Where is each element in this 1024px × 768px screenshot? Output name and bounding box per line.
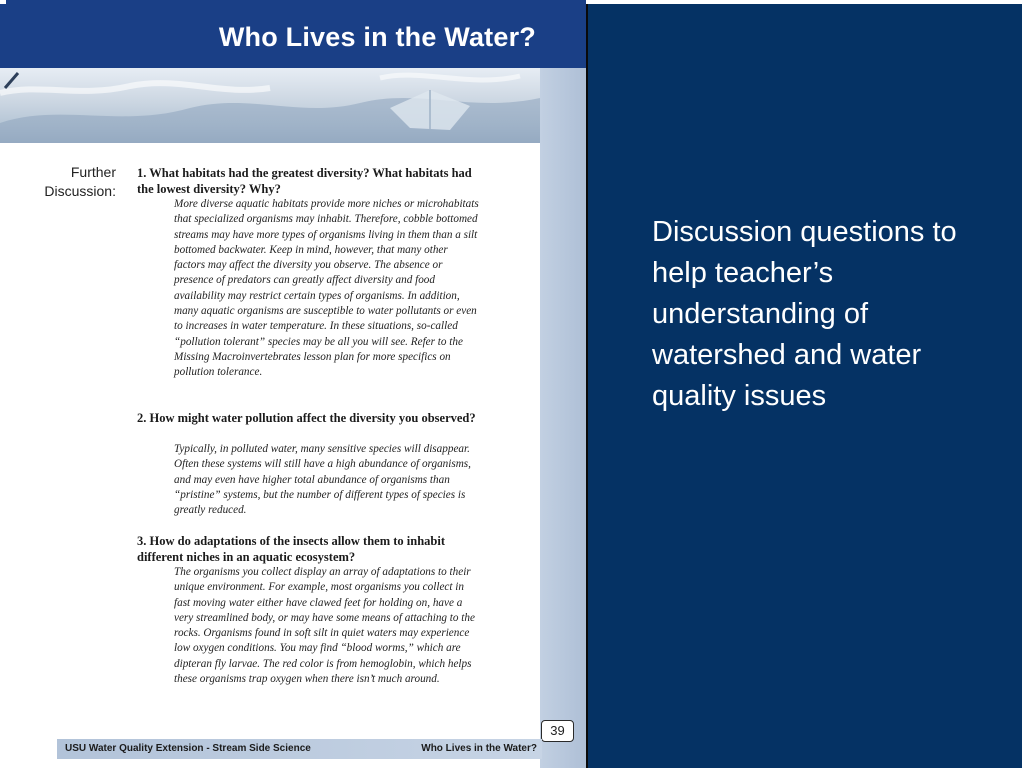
footer-left-text: USU Water Quality Extension - Stream Side Science	[65, 743, 311, 754]
document-title: Who Lives in the Water?	[218, 22, 536, 52]
question-1: 1. What habitats had the greatest diversity? What habitats had the lowest diversity? Why?	[137, 166, 472, 196]
water-banner-image	[0, 68, 540, 143]
panel-description: Discussion questions to help teacher’s understanding of watershed and water quality issues	[652, 216, 957, 412]
further-discussion-label: Further Discussion:	[44, 164, 116, 199]
answer-2: Typically, in polluted water, many sensitive species will disappear. Often these systems will still have a high abundance of organisms, and may even have higher total abundance of organisms than “pristine” systems, but the number of different types of species is greatly reduced.	[174, 443, 471, 517]
water-splash-illustration	[0, 68, 540, 143]
page-number: 39	[541, 720, 574, 742]
footer-right-text: Who Lives in the Water?	[421, 743, 537, 754]
page-side-rail	[540, 68, 586, 768]
description-panel	[586, 4, 1022, 768]
answer-3: The organisms you collect display an array of adaptations to their unique environment. For example, most organisms you collect in fast moving water either have clawed feet for holding on, have a very streamlined body, or may have some means of attaching to the rocks. Organisms found in soft silt in quiet waters may experience low oxygen conditions. You may find “blood worms,” which are dipteran fly larvae. The red color is from hemoglobin, which helps these organisms trap oxygen when there isn’t much around.	[174, 566, 475, 686]
document-header	[0, 0, 586, 68]
header-corner	[0, 0, 6, 4]
document-footer	[57, 739, 542, 759]
question-2: 2. How might water pollution affect the diversity you observed?	[137, 411, 476, 425]
question-3: 3. How do adaptations of the insects allow them to inhabit different niches in an aquatic ecosystem?	[137, 534, 446, 564]
answer-1: More diverse aquatic habitats provide more niches or microhabitats that specialized organisms may inhabit. Therefore, cobble bottomed streams may have more types of organisms living in them than a silt bottomed backwater. Keep in mind, however, that many other factors may affect the diversity you observe. The absence or presence of predators can greatly affect diversity and food availability may restrict certain types of organisms. In addition, many aquatic organisms are susceptible to water pollutants or even to increases in water temperature. In these situations, so-called “pollution tolerant” species may be all you will see. Refer to the Missing Macroinvertebrates lesson plan for more specifics on pollution tolerance.	[174, 198, 479, 379]
